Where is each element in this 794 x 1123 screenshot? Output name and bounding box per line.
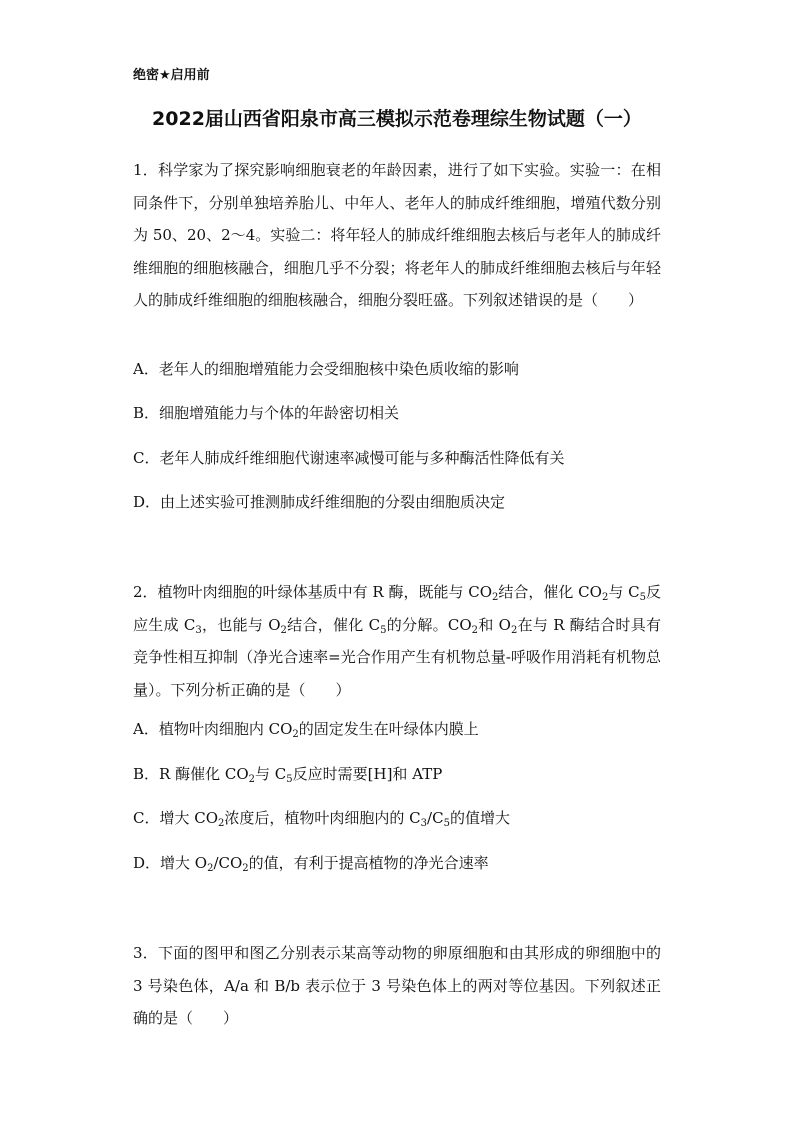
- question-1-option-a: A．老年人的细胞增殖能力会受细胞核中染色质收缩的影响: [133, 360, 519, 378]
- question-2-option-c: C．增大 $CO_2$浓度后，植物叶肉细胞内的 $C_3/C_5$的值增大: [133, 809, 510, 829]
- question-1-stem: 1．科学家为了探究影响细胞衰老的年龄因素，进行了如下实验。实验一：在相同条件下，分别单独培养胎儿、中年人、老年人的肺成纤维细胞，增殖代数分别为 50、20、2～4。实验二：将年轻人的肺成纤维细胞去核后与老年人的肺成纤维细胞的细胞核融合，细胞几乎不分裂；将老年人的肺成纤维细胞去核后与年轻人的肺成纤维细胞的细胞核融合，细胞分裂旺盛。下列叙述错误的是（ ）: [133, 161, 661, 309]
- question-1-option-c: C．老年人肺成纤维细胞代谢速率减慢可能与多种酶活性降低有关: [133, 449, 565, 467]
- question-2-option-a: A．植物叶肉细胞内 $CO_2$的固定发生在叶绿体内膜上: [133, 720, 479, 740]
- question-1-option-b: B．细胞增殖能力与个体的年龄密切相关: [133, 404, 400, 422]
- question-1-option-d: D．由上述实验可推测肺成纤维细胞的分裂由细胞质决定: [133, 493, 506, 511]
- question-2-option-d: D．增大 $O_2/CO_2$的值，有利于提高植物的净光合速率: [133, 854, 489, 874]
- page-title: 2022届山西省阳泉市高三模拟示范卷理综生物试题（一）: [152, 108, 642, 130]
- question-2-option-b: B．R 酶催化 $CO_2$与 $C_5$反应时需要[H]和 ATP: [133, 765, 443, 785]
- question-3-stem: 3．下面的图甲和图乙分别表示某高等动物的卵原细胞和由其形成的卵细胞中的 3 号染色体，A/a 和 B/b 表示位于 3 号染色体上的两对等位基因。下列叙述正确的是（ ）: [133, 944, 661, 1027]
- confidential-label: 绝密★启用前: [133, 68, 210, 83]
- question-2-stem: 2．植物叶肉细胞的叶绿体基质中有 R 酶，既能与 $CO_2$结合，催化 $CO_2$与 $C_5$反应生成 $C_3$，也能与 $O_2$结合，催化 $C_5$的分解。$CO_2$和 $O_2$在与 R 酶结合时具有竞争性相互抑制（净光合速率=光合作用产生有机物总量-呼吸作用消耗有机物总量）。下列分析正确的是（ ）: [133, 583, 661, 699]
